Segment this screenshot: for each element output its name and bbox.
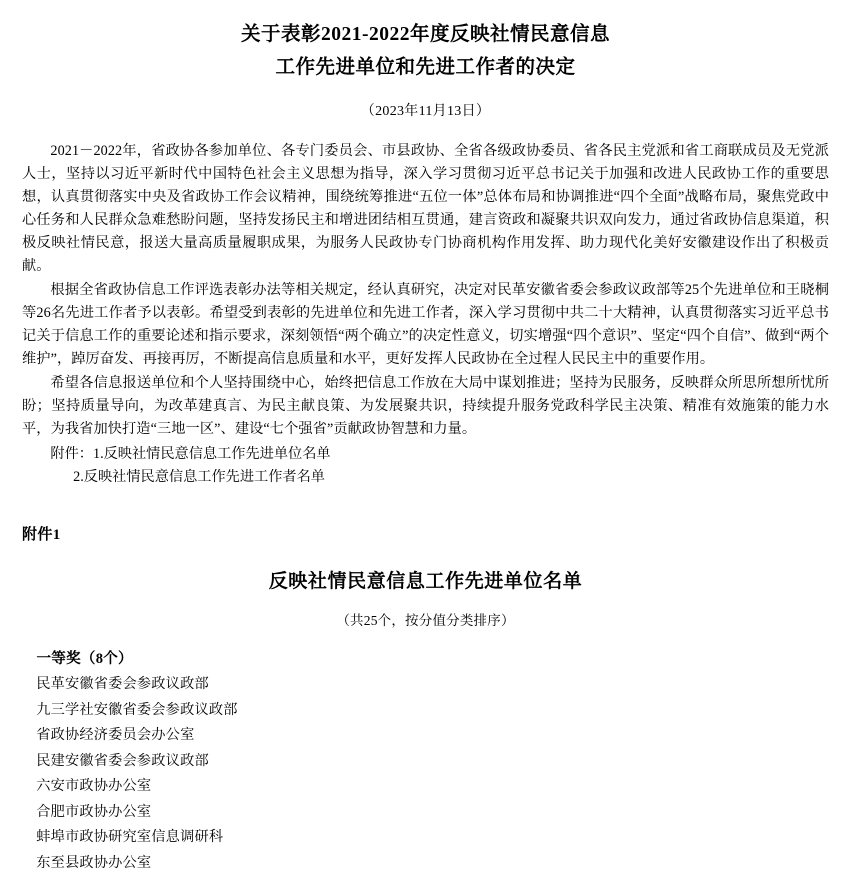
attachment-list — [22, 443, 829, 489]
attachment-label: 附件： — [50, 446, 93, 462]
list-item: 九三学社安徽省委会参政议政部 — [22, 698, 829, 724]
list-item: 民革安徽省委会参政议政部 — [22, 672, 829, 698]
annex-title: 反映社情民意信息工作先进单位名单 — [22, 566, 829, 593]
title-line-2: 工作先进单位和先进工作者的决定 — [22, 51, 829, 84]
award-group-heading: 一等奖（8个） — [22, 647, 829, 668]
list-item: 省政协经济委员会办公室 — [22, 723, 829, 749]
attachment-item: 1.反映社情民意信息工作先进单位名单 — [93, 446, 331, 462]
attachment-line — [22, 466, 829, 489]
award-group — [22, 647, 829, 876]
attachment-line — [22, 443, 829, 466]
list-item: 东至县政协办公室 — [22, 851, 829, 876]
document-body — [22, 140, 829, 489]
attachment-item: 2.反映社情民意信息工作先进工作者名单 — [73, 469, 325, 485]
list-item: 民建安徽省委会参政议政部 — [22, 749, 829, 775]
paragraph: 2021－2022年，省政协各参加单位、各专门委员会、市县政协、全省各级政协委员、省各民主党派和省工商联成员及无党派人士，坚持以习近平新时代中国特色社会主义思想为指导，深入学习贯彻习近平总书记关于加强和改进人民政协工作的重要思想，认真贯彻落实中央及省政协工作会议精神，围绕统筹推进“五位一体”总体布局和协调推进“四个全面”战略布局，聚焦党政中心任务和人民群众急难愁盼问题，坚持发扬民主和增进团结相互贯通，建言资政和凝聚共识双向发力，通过省政协信息渠道，积极反映社情民意，报送大量高质量履职成果，为服务人民政协专门协商机构作用发挥、助力现代化美好安徽建设作出了积极贡献。 — [22, 140, 829, 278]
paragraph: 希望各信息报送单位和个人坚持围绕中心，始终把信息工作放在大局中谋划推进；坚持为民服务，反映群众所思所想所忧所盼；坚持质量导向，为改革建真言、为民主献良策、为发展聚共识，持续提升服务党政科学民主决策、精准有效施策的能力水平，为我省加快打造“三地一区”、建设“七个强省”贡献政协智慧和力量。 — [22, 372, 829, 441]
list-item: 蚌埠市政协研究室信息调研科 — [22, 825, 829, 851]
list-item: 六安市政协办公室 — [22, 774, 829, 800]
annex-label: 附件1 — [22, 523, 829, 544]
annex-subtitle: （共25个，按分值分类排序） — [22, 609, 829, 629]
page-title — [22, 18, 829, 84]
title-line-1: 关于表彰2021-2022年度反映社情民意信息 — [241, 24, 610, 45]
list-item: 合肥市政协办公室 — [22, 800, 829, 826]
document-date: （2023年11月13日） — [22, 100, 829, 120]
paragraph: 根据全省政协信息工作评选表彰办法等相关规定，经认真研究，决定对民革安徽省委会参政议政部等25个先进单位和王晓桐等26名先进工作者予以表彰。希望受到表彰的先进单位和先进工作者，深入学习贯彻中共二十大精神，认真贯彻落实习近平总书记关于信息工作的重要论述和指示要求，深刻领悟“两个确立”的决定性意义，切实增强“四个意识”、坚定“四个自信”、做到“两个维护”，踔厉奋发、再接再厉，不断提高信息质量和水平，更好发挥人民政协在全过程人民民主中的重要作用。 — [22, 279, 829, 371]
